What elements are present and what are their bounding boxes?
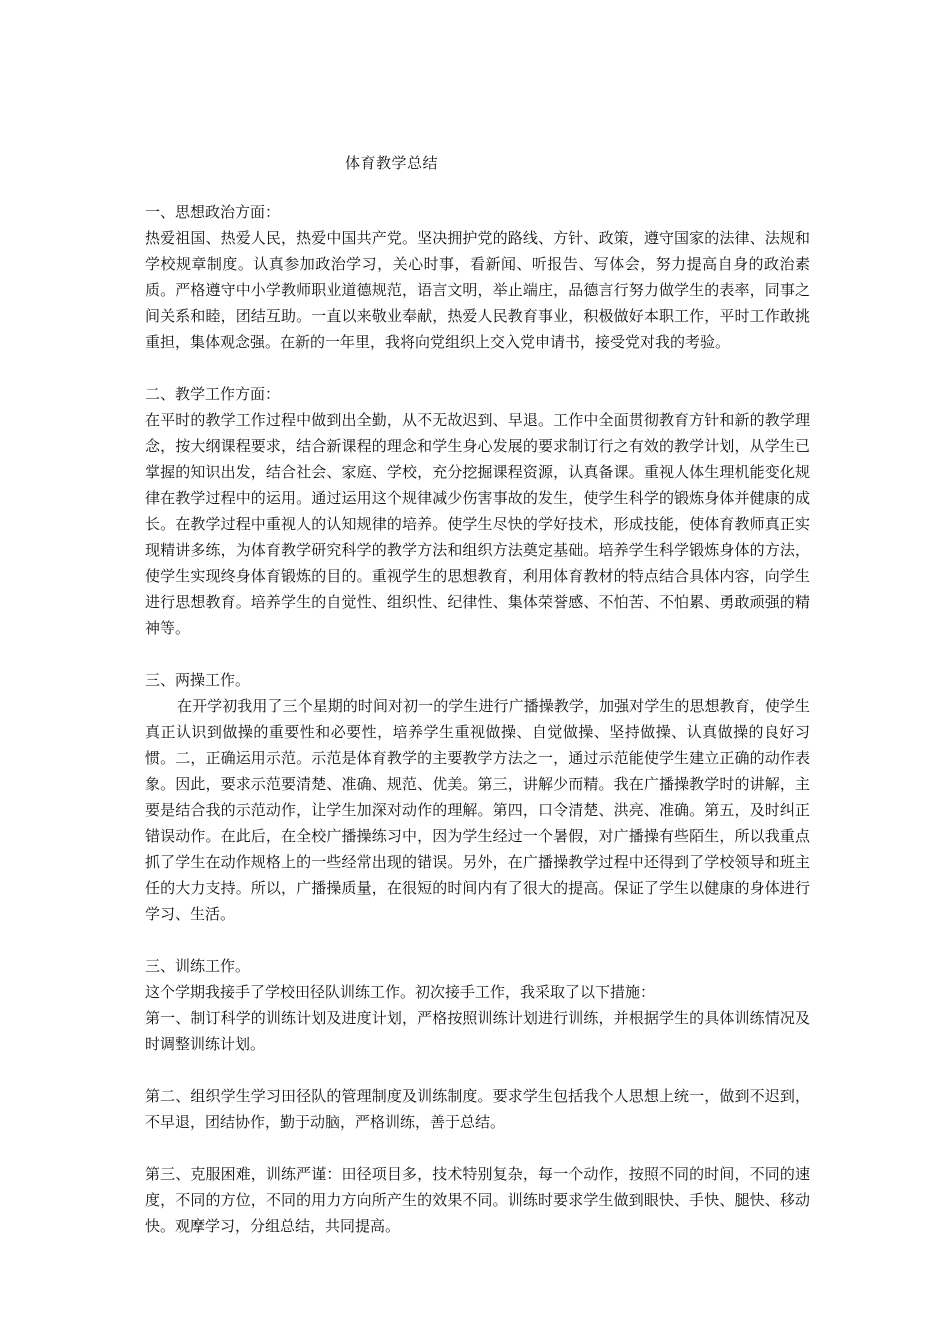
document-title: 体育教学总结: [345, 154, 439, 172]
paragraph-spacer: [145, 1135, 810, 1161]
paragraph-spacer: [145, 355, 810, 381]
section-heading-politics: 一、思想政治方面：: [145, 203, 281, 221]
paragraph-spacer: [145, 1057, 810, 1083]
section-paragraph-training-third: 第三、克服困难，训练严谨：田径项目多，技术特别复杂，每一个动作，按照不同的时间，不同的速度，不同的方位，不同的用力方向所产生的效果不同。训练时要求学生做到眼快、手快、腿快、移动快。观摩学习，分组总结，共同提高。: [145, 1165, 810, 1235]
section-heading-training: 三、训练工作。: [145, 957, 251, 975]
document-body: [145, 199, 810, 1239]
section-heading-exercises: 三、两操工作。: [145, 671, 251, 689]
section-paragraph-training-first: 第一、制订科学的训练计划及进度计划，严格按照训练计划进行训练，并根据学生的具体训练情况及时调整训练计划。: [145, 1009, 810, 1053]
section-paragraph-politics: 热爱祖国、热爱人民，热爱中国共产党。坚决拥护党的路线、方针、政策，遵守国家的法律、法规和学校规章制度。认真参加政治学习，关心时事，看新闻、听报告、写体会，努力提高自身的政治素质。严格遵守中小学教师职业道德规范，语言文明，举止端庄，品德言行努力做学生的表率，同事之间关系和睦，团结互助。一直以来敬业奉献，热爱人民教育事业，积极做好本职工作，平时工作敢挑重担，集体观念强。在新的一年里，我将向党组织上交入党申请书，接受党对我的考验。: [145, 229, 810, 351]
section-heading-teaching: 二、教学工作方面：: [145, 385, 281, 403]
section-paragraph-teaching: 在平时的教学工作过程中做到出全勤，从不无故迟到、早退。工作中全面贯彻教育方针和新的教学理念，按大纲课程要求，结合新课程的理念和学生身心发展的要求制订行之有效的教学计划，从学生已掌握的知识出发，结合社会、家庭、学校，充分挖掘课程资源，认真备课。重视人体生理机能变化规律在教学过程中的运用。通过运用这个规律减少伤害事故的发生，使学生科学的锻炼身体并健康的成长。在教学过程中重视人的认知规律的培养。使学生尽快的学好技术，形成技能，使体育教师真正实现精讲多练，为体育教学研究科学的教学方法和组织方法奠定基础。培养学生科学锻炼身体的方法，使学生实现终身体育锻炼的目的。重视学生的思想教育，利用体育教材的特点结合具体内容，向学生进行思想教育。培养学生的自觉性、组织性、纪律性、集体荣誉感、不怕苦、不怕累、勇敢顽强的精神等。: [145, 411, 810, 637]
paragraph-spacer: [145, 641, 810, 667]
paragraph-spacer: [145, 927, 810, 953]
section-paragraph-training-intro: 这个学期我接手了学校田径队训练工作。初次接手工作，我采取了以下措施：: [145, 983, 656, 1001]
section-paragraph-exercises: 在开学初我用了三个星期的时间对初一的学生进行广播操教学，加强对学生的思想教育，使学生真正认识到做操的重要性和必要性，培养学生重视做操、自觉做操、坚持做操、认真做操的良好习惯。二，正确运用示范。示范是体育教学的主要教学方法之一，通过示范能使学生建立正确的动作表象。因此，要求示范要清楚、准确、规范、优美。第三，讲解少而精。我在广播操教学时的讲解，主要是结合我的示范动作，让学生加深对动作的理解。第四，口令清楚、洪亮、准确。第五，及时纠正错误动作。在此后，在全校广播操练习中，因为学生经过一个暑假，对广播操有些陌生，所以我重点抓了学生在动作规格上的一些经常出现的错误。另外，在广播操教学过程中还得到了学校领导和班主任的大力支持。所以，广播操质量，在很短的时间内有了很大的提高。保证了学生以健康的身体进行学习、生活。: [145, 697, 810, 923]
section-paragraph-training-second: 第二、组织学生学习田径队的管理制度及训练制度。要求学生包括我个人思想上统一，做到不迟到，不早退，团结协作，勤于动脑，严格训练，善于总结。: [145, 1087, 810, 1131]
